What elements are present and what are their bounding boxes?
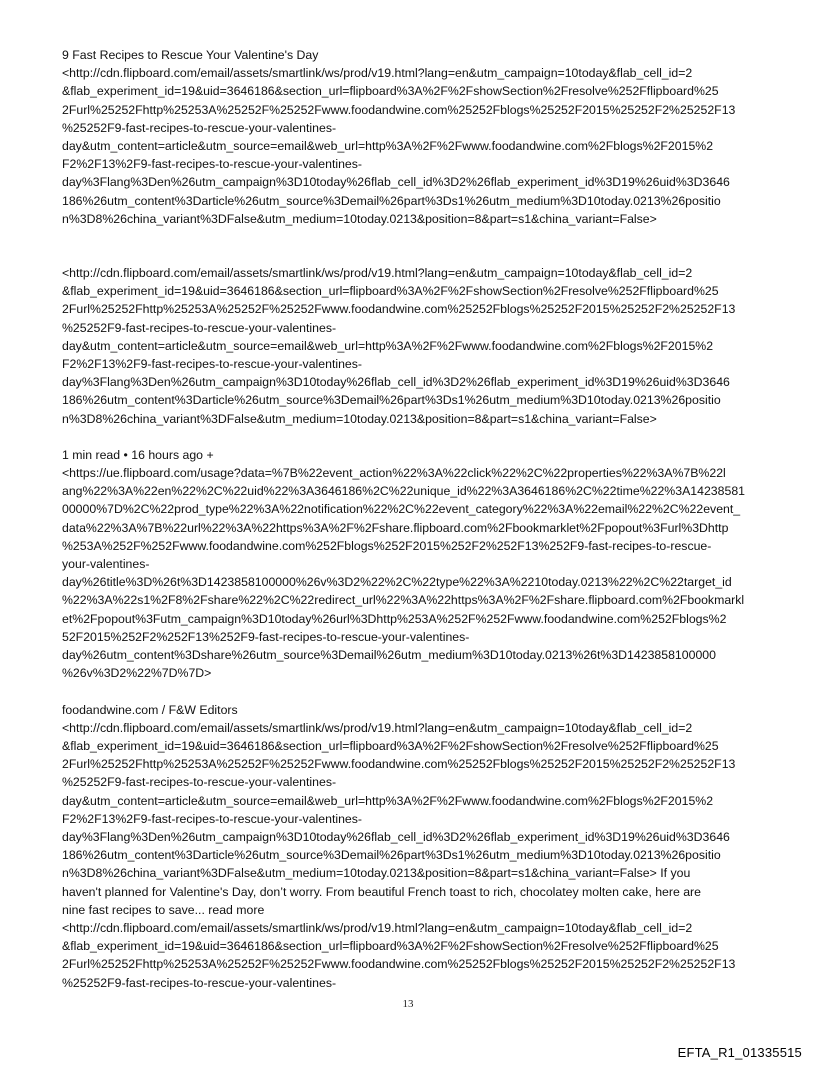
- share-link-line[interactable]: et%2Fpopout%3Futm_campaign%3D10today%26url%3Dhttp%253A%252F%252Fwww.foodandwine.com%252Fblogs%2: [62, 611, 727, 626]
- image-link-line[interactable]: 186%26utm_content%3Darticle%26utm_source%3Demail%26part%3Ds1%26utm_medium%3D10today.0213%26positio: [62, 393, 721, 408]
- article-title: 9 Fast Recipes to Rescue Your Valentine's Day: [62, 48, 319, 62]
- page-number: 13: [402, 998, 414, 1010]
- share-link-line[interactable]: %22%3A%22s1%2F8%2Fshare%22%2C%22redirect_url%22%3A%22https%3A%2F%2Fshare.flipboard.com%2Fbookmarkl: [62, 593, 745, 608]
- source-link-line[interactable]: &flab_experiment_id=19&uid=3646186&section_url=flipboard%3A%2F%2FshowSection%2Fresolve%252Fflipboard%25: [62, 738, 719, 753]
- image-link-line[interactable]: %25252F9-fast-recipes-to-rescue-your-valentines-: [62, 320, 337, 335]
- source-excerpt-block: [62, 701, 774, 992]
- image-link-line[interactable]: &flab_experiment_id=19&uid=3646186&section_url=flipboard%3A%2F%2FshowSection%2Fresolve%252Fflipboard%25: [62, 284, 719, 299]
- source-link-line[interactable]: <http://cdn.flipboard.com/email/assets/smartlink/ws/prod/v19.html?lang=en&utm_campaign=10today&flab_cell_id=2: [62, 720, 693, 735]
- block-spacer: [62, 228, 774, 264]
- source-link-line[interactable]: %25252F9-fast-recipes-to-rescue-your-valentines-: [62, 775, 337, 790]
- image-link-block: [62, 264, 774, 428]
- article-title-block: [62, 46, 774, 228]
- article-link-line[interactable]: &flab_experiment_id=19&uid=3646186&section_url=flipboard%3A%2F%2FshowSection%2Fresolve%252Fflipboard%25: [62, 84, 719, 99]
- article-link-line[interactable]: 2Furl%25252Fhttp%25253A%25252F%25252Fwww.foodandwine.com%25252Fblogs%25252F2015%25252F2%25252F13: [62, 102, 736, 117]
- article-link-line[interactable]: F2%2F13%2F9-fast-recipes-to-rescue-your-valentines-: [62, 157, 363, 172]
- source-link-line[interactable]: 186%26utm_content%3Darticle%26utm_source%3Demail%26part%3Ds1%26utm_medium%3D10today.0213%26positio: [62, 848, 721, 863]
- excerpt-text: haven't planned for Valentine's Day, don’t worry. From beautiful French toast to rich, chocolatey molten cake, here are: [62, 884, 701, 899]
- article-link-line[interactable]: n%3D8%26china_variant%3DFalse&utm_medium=10today.0213&position=8&part=s1&china_variant=False>: [62, 211, 657, 226]
- block-spacer: [62, 683, 774, 701]
- article-link-line[interactable]: 186%26utm_content%3Darticle%26utm_source%3Demail%26part%3Ds1%26utm_medium%3D10today.0213%26positio: [62, 193, 721, 208]
- share-link-line[interactable]: data%22%3A%7B%22url%22%3A%22https%3A%2F%2Fshare.flipboard.com%2Fbookmarklet%2Fpopout%3Furl%3Dhttp: [62, 520, 729, 535]
- read-more-link-line[interactable]: <http://cdn.flipboard.com/email/assets/smartlink/ws/prod/v19.html?lang=en&utm_campaign=10today&flab_cell_id=2: [62, 920, 693, 935]
- source-link-line[interactable]: 2Furl%25252Fhttp%25253A%25252F%25252Fwww.foodandwine.com%25252Fblogs%25252F2015%25252F2%25252F13: [62, 757, 736, 772]
- article-link-line[interactable]: day&utm_content=article&utm_source=email&web_url=http%3A%2F%2Fwww.foodandwine.com%2Fblogs%2F2015%2: [62, 139, 714, 154]
- share-link-line[interactable]: 00000%7D%2C%22prod_type%22%3A%22notification%22%2C%22event_category%22%3A%22email%22%2C%22event_: [62, 502, 741, 517]
- source-link-line[interactable]: day%3Flang%3Den%26utm_campaign%3D10today%26flab_cell_id%3D2%26flab_experiment_id%3D19%26uid%3D3646: [62, 829, 730, 844]
- source-byline: foodandwine.com / F&W Editors: [62, 702, 238, 717]
- article-link-line[interactable]: day%3Flang%3Den%26utm_campaign%3D10today%26flab_cell_id%3D2%26flab_experiment_id%3D19%26uid%3D3646: [62, 175, 730, 190]
- image-link-line[interactable]: F2%2F13%2F9-fast-recipes-to-rescue-your-valentines-: [62, 357, 363, 372]
- share-link-line[interactable]: %26v%3D2%22%7D%7D>: [62, 666, 212, 681]
- share-link-line[interactable]: day%26title%3D%26t%3D1423858100000%26v%3D2%22%2C%22type%22%3A%2210today.0213%22%2C%22target_id: [62, 575, 732, 590]
- share-link-line[interactable]: 52F2015%252F2%252F13%252F9-fast-recipes-to-rescue-your-valentines-: [62, 629, 470, 644]
- image-link-line[interactable]: day%3Flang%3Den%26utm_campaign%3D10today%26flab_cell_id%3D2%26flab_experiment_id%3D19%26uid%3D3646: [62, 375, 730, 390]
- document-body: [62, 46, 774, 992]
- article-link-line[interactable]: <http://cdn.flipboard.com/email/assets/smartlink/ws/prod/v19.html?lang=en&utm_campaign=10today&flab_cell_id=2: [62, 66, 693, 81]
- share-link-line[interactable]: day%26utm_content%3Dshare%26utm_source%3Demail%26utm_medium%3D10today.0213%26t%3D1423858100000: [62, 648, 716, 663]
- meta-share-block: [62, 446, 774, 683]
- source-link-line[interactable]: day&utm_content=article&utm_source=email&web_url=http%3A%2F%2Fwww.foodandwine.com%2Fblogs%2F2015%2: [62, 793, 714, 808]
- share-link-line[interactable]: your-valentines-: [62, 557, 150, 572]
- source-link-line[interactable]: n%3D8%26china_variant%3DFalse&utm_medium=10today.0213&position=8&part=s1&china_variant=False> If you: [62, 866, 691, 881]
- read-more-link-line[interactable]: %25252F9-fast-recipes-to-rescue-your-valentines-: [62, 975, 337, 990]
- read-more-link-line[interactable]: &flab_experiment_id=19&uid=3646186&section_url=flipboard%3A%2F%2FshowSection%2Fresolve%252Fflipboard%25: [62, 939, 719, 954]
- source-link-line[interactable]: F2%2F13%2F9-fast-recipes-to-rescue-your-valentines-: [62, 811, 363, 826]
- read-time-meta: 1 min read • 16 hours ago +: [62, 447, 214, 462]
- read-more-link-line[interactable]: 2Furl%25252Fhttp%25253A%25252F%25252Fwww.foodandwine.com%25252Fblogs%25252F2015%25252F2%25252F13: [62, 957, 736, 972]
- excerpt-read-more[interactable]: nine fast recipes to save... read more: [62, 902, 265, 917]
- share-link-line[interactable]: ang%22%3A%22en%22%2C%22uid%22%3A3646186%2C%22unique_id%22%3A3646186%2C%22time%22%3A14238581: [62, 484, 745, 499]
- image-link-line[interactable]: n%3D8%26china_variant%3DFalse&utm_medium=10today.0213&position=8&part=s1&china_variant=False>: [62, 411, 657, 426]
- image-link-line[interactable]: <http://cdn.flipboard.com/email/assets/smartlink/ws/prod/v19.html?lang=en&utm_campaign=10today&flab_cell_id=2: [62, 266, 693, 281]
- image-link-line[interactable]: day&utm_content=article&utm_source=email&web_url=http%3A%2F%2Fwww.foodandwine.com%2Fblogs%2F2015%2: [62, 338, 714, 353]
- share-link-line[interactable]: <https://ue.flipboard.com/usage?data=%7B%22event_action%22%3A%22click%22%2C%22properties%22%3A%7B%22l: [62, 466, 726, 481]
- article-link-line[interactable]: %25252F9-fast-recipes-to-rescue-your-valentines-: [62, 120, 337, 135]
- block-spacer: [62, 428, 774, 446]
- bates-number: EFTA_R1_01335515: [677, 1045, 802, 1060]
- image-link-line[interactable]: 2Furl%25252Fhttp%25253A%25252F%25252Fwww.foodandwine.com%25252Fblogs%25252F2015%25252F2%25252F13: [62, 302, 736, 317]
- share-link-line[interactable]: %253A%252F%252Fwww.foodandwine.com%252Fblogs%252F2015%252F2%252F13%252F9-fast-recipes-to-rescue-: [62, 538, 712, 553]
